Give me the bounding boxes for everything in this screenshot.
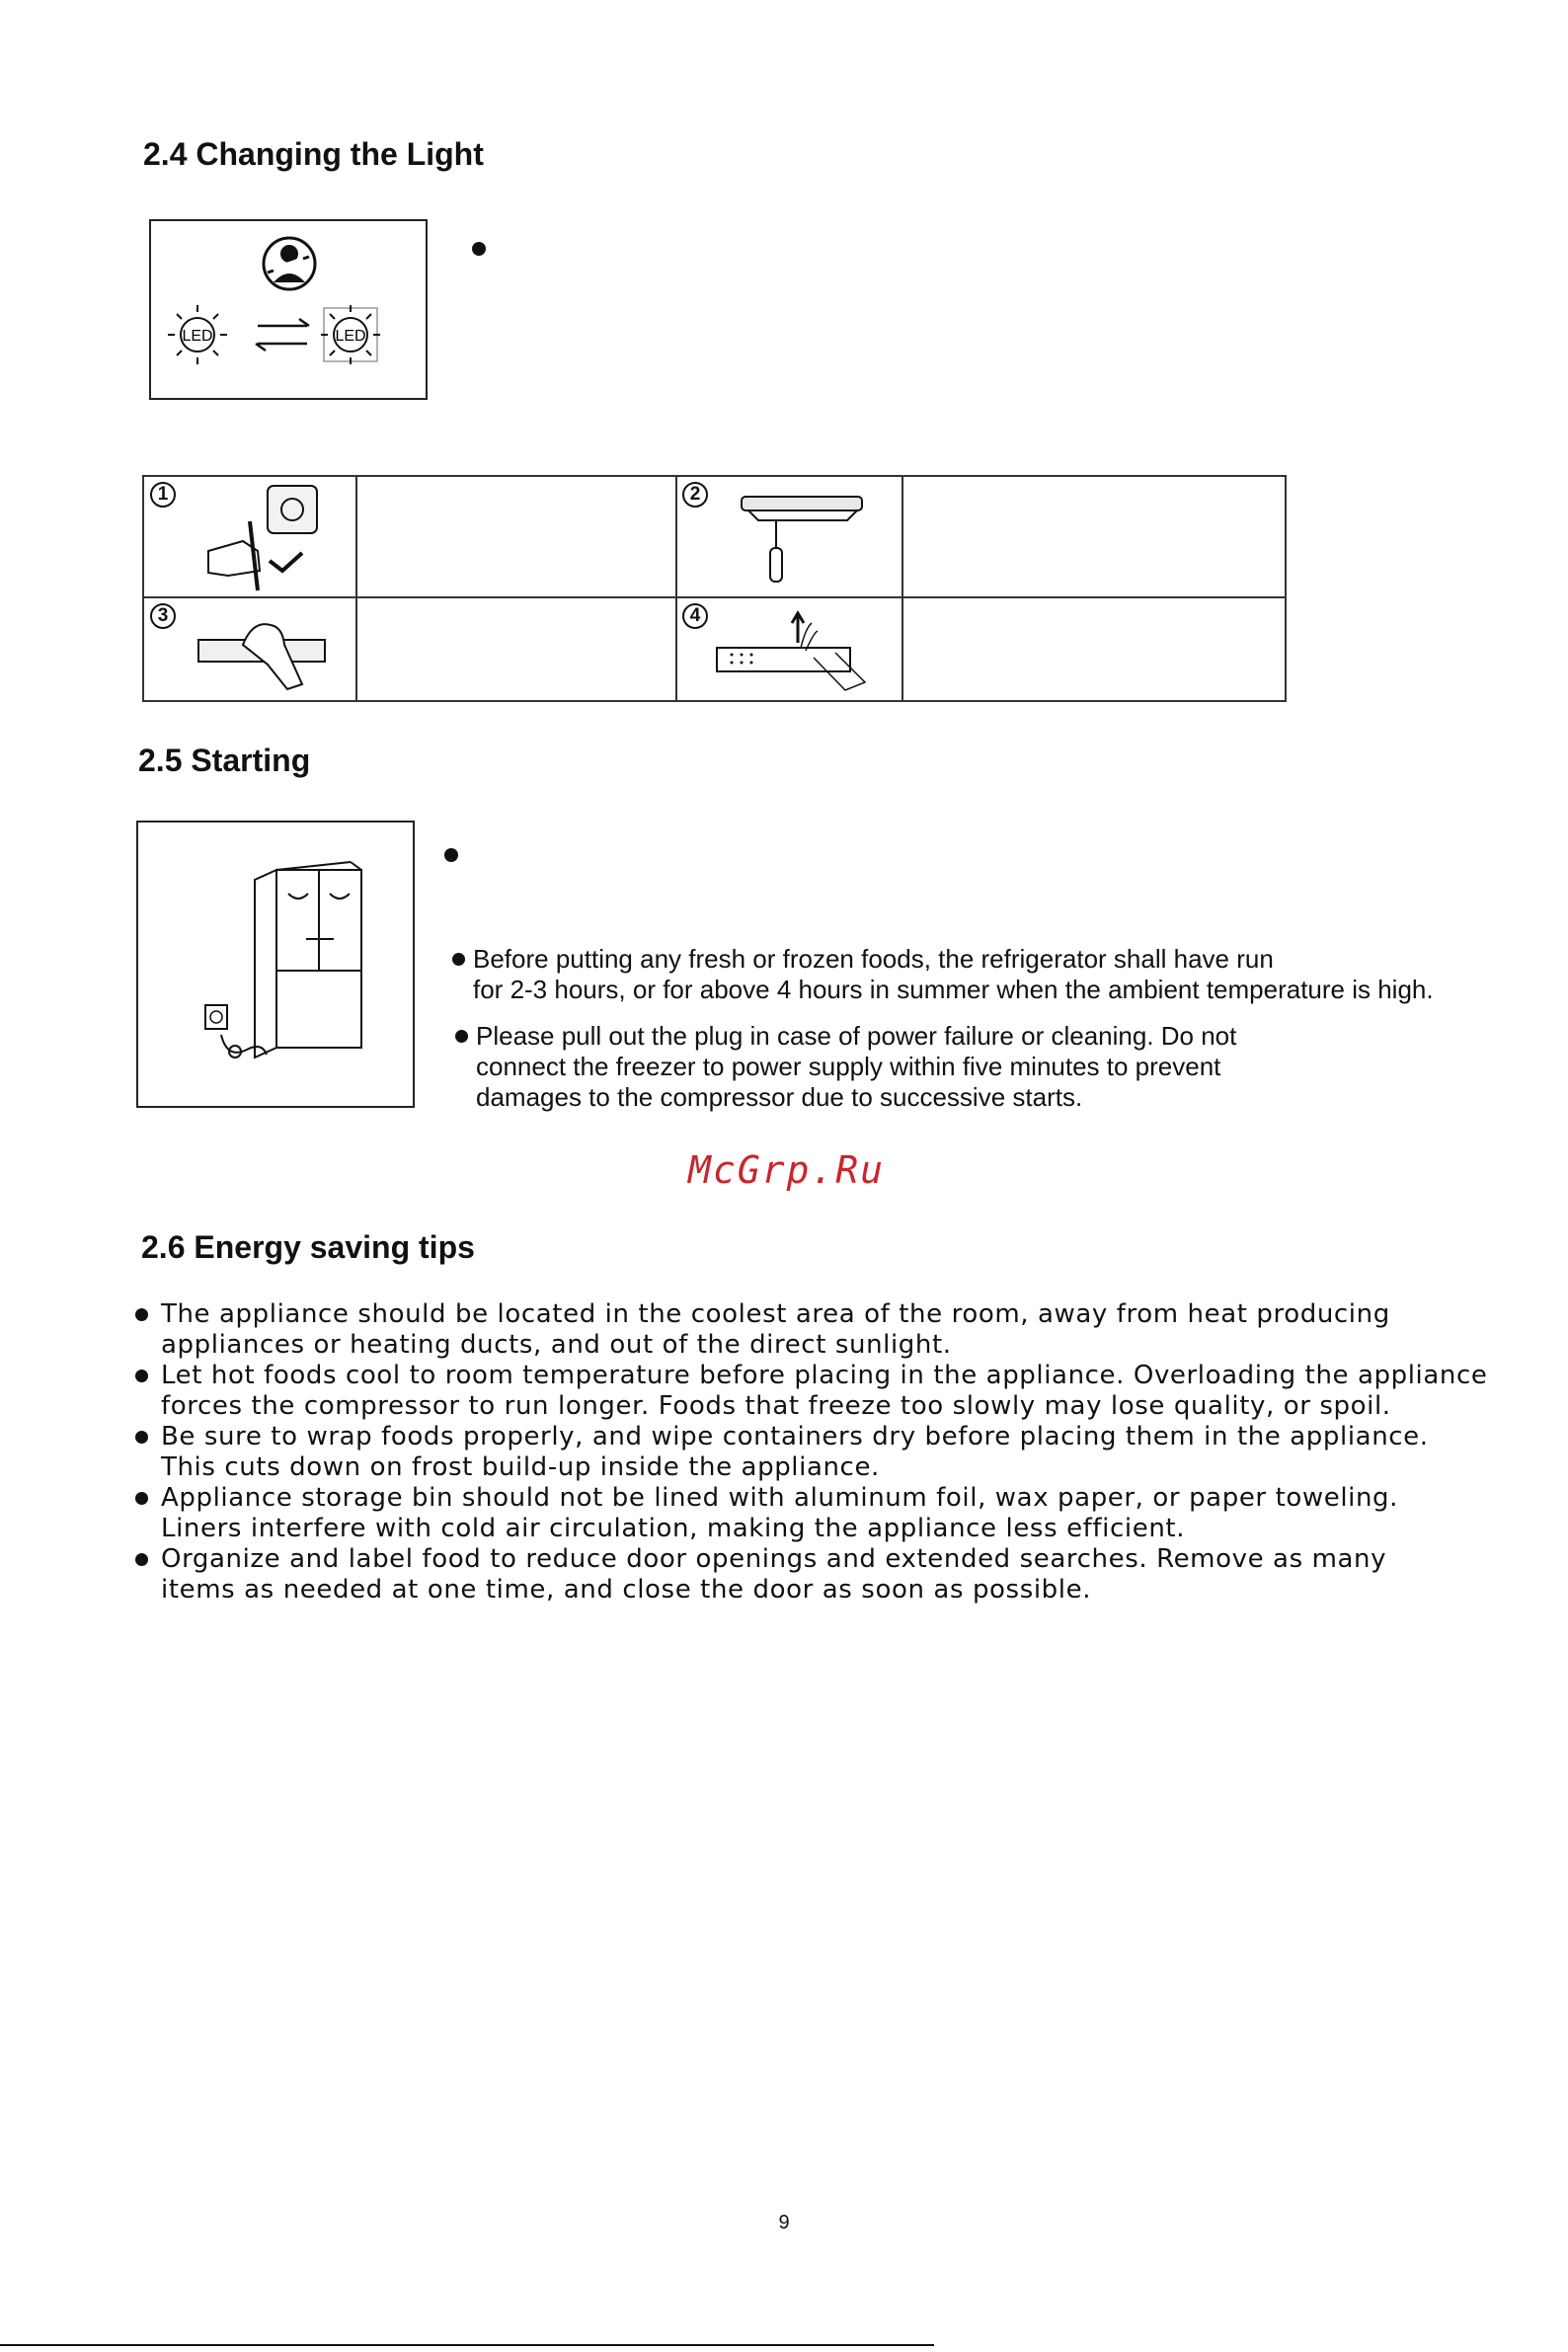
step-number-2: 2 <box>682 482 708 508</box>
screwdriver-cover-illustration <box>737 487 875 590</box>
led-replace-icon <box>151 221 426 398</box>
led-label-left: LED <box>182 328 213 345</box>
list-item: Appliance storage bin should not be lined with aluminum foil, wax paper, or paper toweling. Liners interfere with cold air circulation, making the appliance less efficient. <box>161 1483 1504 1544</box>
list-item: Organize and label food to reduce door openings and extended searches. Remove as many items as needed at one time, and close the door as soon as possible. <box>161 1544 1504 1606</box>
starting-bullet-1: Before putting any fresh or frozen foods, the refrigerator shall have run for 2-3 hours, or for above 4 hours in summer when the ambient temperature is high. <box>473 944 1434 1005</box>
replace-led-illustration <box>707 603 875 700</box>
list-item: Be sure to wrap foods properly, and wipe containers dry before placing them in the appliance. This cuts down on frost build-up inside the appliance. <box>161 1422 1504 1483</box>
footer-rule <box>0 2344 934 2346</box>
energy-tips-list <box>161 1299 1504 1606</box>
bullet-dot <box>472 242 486 256</box>
section-title-starting: 2.5 Starting <box>138 743 311 778</box>
starting-bullet-2: Please pull out the plug in case of power failure or cleaning. Do not connect the freezer to power supply within five minutes to prevent damages to the compressor due to successive starts. <box>476 1021 1236 1113</box>
list-item: Let hot foods cool to room temperature before placing in the appliance. Overloading the appliance forces the compressor to run longer. Foods that freeze too slowly may lose quality, or spoil. <box>161 1361 1504 1422</box>
light-change-steps-table <box>142 475 1287 702</box>
led-label-right: LED <box>335 328 366 345</box>
step-number-4: 4 <box>682 603 708 629</box>
list-item: The appliance should be located in the coolest area of the room, away from heat producing appliances or heating ducts, and out of the direct sunlight. <box>161 1299 1504 1361</box>
unplug-illustration <box>189 482 337 592</box>
refrigerator-plug-illustration <box>136 821 415 1108</box>
bullet-dot <box>444 848 458 862</box>
remove-cover-illustration <box>194 605 342 694</box>
step-number-1: 1 <box>150 482 176 508</box>
watermark: McGrp.Ru <box>688 1148 886 1192</box>
section-title-energy-saving: 2.6 Energy saving tips <box>141 1229 475 1265</box>
step-number-3: 3 <box>150 603 176 629</box>
service-technician-icon <box>264 238 315 289</box>
page-number: 9 <box>778 2212 790 2234</box>
led-service-illustration <box>149 219 428 400</box>
refrigerator-icon <box>138 823 413 1106</box>
section-title-changing-light: 2.4 Changing the Light <box>143 136 484 172</box>
swap-arrows-icon <box>256 319 309 351</box>
